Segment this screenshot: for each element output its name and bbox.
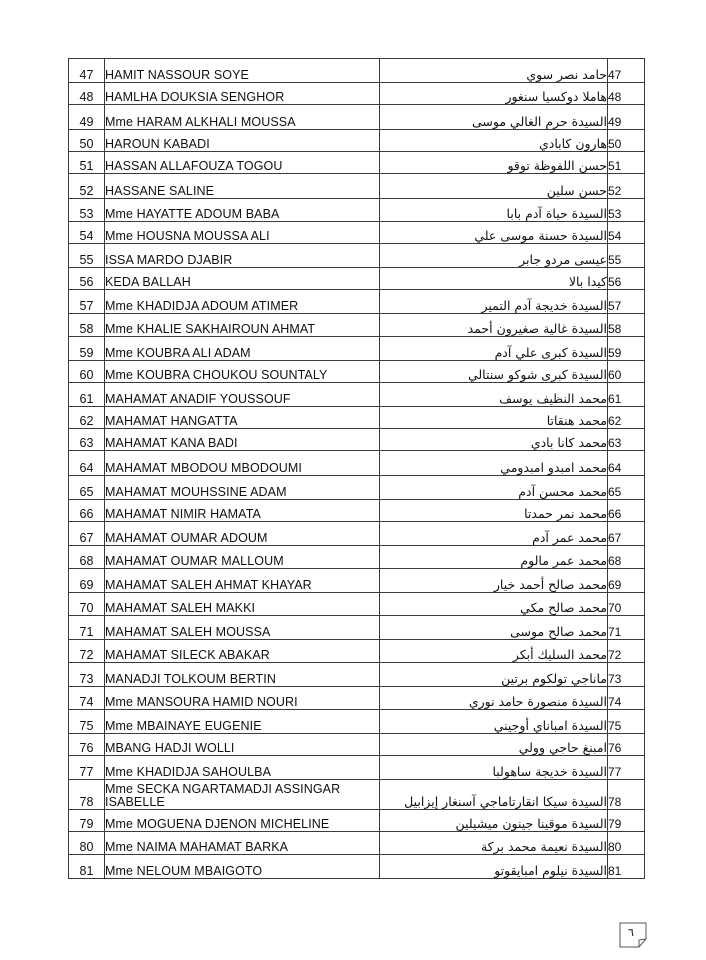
table-row — [69, 810, 645, 832]
names-table-body — [69, 59, 645, 879]
row-number-right: 78 — [608, 780, 645, 810]
name-arabic: محمد صالح مكي — [380, 593, 608, 616]
table-row — [69, 616, 645, 640]
row-number: 66 — [69, 500, 105, 522]
row-number-right: 66 — [608, 500, 645, 522]
name-arabic: هارون كابادي — [380, 130, 608, 152]
table-row — [69, 314, 645, 337]
name-latin: Mme SECKA NGARTAMADJI ASSINGAR ISABELLE — [105, 780, 380, 810]
row-number: 57 — [69, 290, 105, 314]
name-latin: MANADJI TOLKOUM BERTIN — [105, 663, 380, 687]
row-number-right: 58 — [608, 314, 645, 337]
name-arabic: هاملا دوكسيا سنغور — [380, 83, 608, 105]
row-number-right: 49 — [608, 105, 645, 130]
name-arabic: ماناجي تولكوم برتين — [380, 663, 608, 687]
table-row — [69, 640, 645, 663]
table-row — [69, 268, 645, 290]
row-number: 60 — [69, 361, 105, 383]
name-arabic: محمد محسن آدم — [380, 476, 608, 500]
table-row — [69, 222, 645, 244]
row-number: 80 — [69, 832, 105, 855]
name-arabic: حسن اللفوظة توقو — [380, 152, 608, 174]
page-number: ٦ — [628, 927, 634, 939]
row-number: 78 — [69, 780, 105, 810]
name-latin: KEDA BALLAH — [105, 268, 380, 290]
name-arabic: السيدة خديجة آدم التمير — [380, 290, 608, 314]
name-latin: ISSA MARDO DJABIR — [105, 244, 380, 268]
name-arabic: السيدة امباناي أوجيني — [380, 710, 608, 734]
row-number: 77 — [69, 756, 105, 780]
table-row — [69, 780, 645, 810]
row-number-right: 68 — [608, 546, 645, 569]
row-number-right: 80 — [608, 832, 645, 855]
row-number: 71 — [69, 616, 105, 640]
row-number-right: 51 — [608, 152, 645, 174]
table-row — [69, 59, 645, 83]
table-row — [69, 105, 645, 130]
name-latin: MAHAMAT KANA BADI — [105, 429, 380, 451]
name-arabic: السيدة سيكا انقارتاماجي آسنغار إيزابيل — [380, 780, 608, 810]
row-number-right: 71 — [608, 616, 645, 640]
name-latin: Mme MBAINAYE EUGENIE — [105, 710, 380, 734]
row-number: 59 — [69, 337, 105, 361]
table-row — [69, 337, 645, 361]
row-number-right: 54 — [608, 222, 645, 244]
name-arabic: السيدة حياة آدم بابا — [380, 199, 608, 222]
name-arabic: محمد هنقاتا — [380, 407, 608, 429]
row-number-right: 62 — [608, 407, 645, 429]
name-arabic: كيدا بالا — [380, 268, 608, 290]
table-row — [69, 855, 645, 879]
name-arabic: السيدة خديجة ساهولبا — [380, 756, 608, 780]
table-row — [69, 756, 645, 780]
table-row — [69, 199, 645, 222]
row-number: 76 — [69, 734, 105, 756]
name-latin: Mme NAIMA MAHAMAT BARKA — [105, 832, 380, 855]
name-latin: Mme NELOUM MBAIGOTO — [105, 855, 380, 879]
table-row — [69, 522, 645, 546]
row-number: 64 — [69, 451, 105, 476]
row-number: 81 — [69, 855, 105, 879]
row-number-right: 67 — [608, 522, 645, 546]
name-arabic: محمد عمر مالوم — [380, 546, 608, 569]
row-number: 69 — [69, 569, 105, 593]
table-row — [69, 130, 645, 152]
table-row — [69, 361, 645, 383]
row-number: 79 — [69, 810, 105, 832]
name-arabic: محمد السليك أبكر — [380, 640, 608, 663]
name-arabic: السيدة موقينا جينون ميشيلين — [380, 810, 608, 832]
row-number-right: 73 — [608, 663, 645, 687]
row-number: 54 — [69, 222, 105, 244]
name-arabic: السيدة حرم الغالي موسى — [380, 105, 608, 130]
name-arabic: محمد صالح أحمد خيار — [380, 569, 608, 593]
name-latin: HAROUN KABADI — [105, 130, 380, 152]
row-number: 47 — [69, 59, 105, 83]
name-latin: HASSANE SALINE — [105, 174, 380, 199]
row-number-right: 60 — [608, 361, 645, 383]
name-arabic: محمد كانا بادي — [380, 429, 608, 451]
page-number-tab — [619, 922, 651, 950]
table-row — [69, 83, 645, 105]
row-number-right: 75 — [608, 710, 645, 734]
name-arabic: السيدة كبرى علي آدم — [380, 337, 608, 361]
name-latin: MBANG HADJI WOLLI — [105, 734, 380, 756]
name-latin: Mme HOUSNA MOUSSA ALI — [105, 222, 380, 244]
name-arabic: محمد امبدو امبدومي — [380, 451, 608, 476]
row-number: 72 — [69, 640, 105, 663]
row-number-right: 64 — [608, 451, 645, 476]
table-row — [69, 546, 645, 569]
row-number-right: 52 — [608, 174, 645, 199]
row-number-right: 48 — [608, 83, 645, 105]
table-row — [69, 569, 645, 593]
table-row — [69, 290, 645, 314]
row-number-right: 57 — [608, 290, 645, 314]
name-arabic: محمد نمر حمدتا — [380, 500, 608, 522]
table-row — [69, 593, 645, 616]
names-table — [68, 58, 645, 879]
row-number-right: 61 — [608, 383, 645, 407]
row-number-right: 55 — [608, 244, 645, 268]
table-row — [69, 476, 645, 500]
name-latin: MAHAMAT NIMIR HAMATA — [105, 500, 380, 522]
name-latin: HAMLHA DOUKSIA SENGHOR — [105, 83, 380, 105]
name-latin: Mme KOUBRA CHOUKOU SOUNTALY — [105, 361, 380, 383]
row-number-right: 65 — [608, 476, 645, 500]
row-number: 61 — [69, 383, 105, 407]
name-latin: MAHAMAT SALEH MAKKI — [105, 593, 380, 616]
name-arabic: حامد نصر سوي — [380, 59, 608, 83]
row-number-right: 50 — [608, 130, 645, 152]
row-number: 56 — [69, 268, 105, 290]
name-latin: Mme KHADIDJA ADOUM ATIMER — [105, 290, 380, 314]
table-row — [69, 244, 645, 268]
row-number: 53 — [69, 199, 105, 222]
row-number: 50 — [69, 130, 105, 152]
name-latin: Mme KHADIDJA SAHOULBA — [105, 756, 380, 780]
table-row — [69, 500, 645, 522]
name-latin: Mme KOUBRA ALI ADAM — [105, 337, 380, 361]
name-latin: Mme HAYATTE ADOUM BABA — [105, 199, 380, 222]
name-latin: MAHAMAT ANADIF YOUSSOUF — [105, 383, 380, 407]
row-number-right: 76 — [608, 734, 645, 756]
row-number: 63 — [69, 429, 105, 451]
row-number: 73 — [69, 663, 105, 687]
row-number: 74 — [69, 687, 105, 710]
name-latin: MAHAMAT OUMAR ADOUM — [105, 522, 380, 546]
row-number-right: 59 — [608, 337, 645, 361]
name-latin: MAHAMAT SALEH AHMAT KHAYAR — [105, 569, 380, 593]
table-row — [69, 663, 645, 687]
name-arabic: السيدة نعيمة محمد بركة — [380, 832, 608, 855]
row-number: 51 — [69, 152, 105, 174]
row-number: 75 — [69, 710, 105, 734]
row-number-right: 56 — [608, 268, 645, 290]
name-latin: Mme KHALIE SAKHAIROUN AHMAT — [105, 314, 380, 337]
name-latin: MAHAMAT HANGATTA — [105, 407, 380, 429]
row-number-right: 81 — [608, 855, 645, 879]
row-number: 67 — [69, 522, 105, 546]
table-row — [69, 174, 645, 199]
table-row — [69, 383, 645, 407]
name-arabic: امبنغ حاجي وولي — [380, 734, 608, 756]
table-row — [69, 734, 645, 756]
row-number-right: 69 — [608, 569, 645, 593]
row-number-right: 70 — [608, 593, 645, 616]
table-row — [69, 451, 645, 476]
row-number: 62 — [69, 407, 105, 429]
row-number: 52 — [69, 174, 105, 199]
name-latin: Mme MANSOURA HAMID NOURI — [105, 687, 380, 710]
row-number: 68 — [69, 546, 105, 569]
name-latin: MAHAMAT SILECK ABAKAR — [105, 640, 380, 663]
name-arabic: السيدة كبرى شوكو سنتالي — [380, 361, 608, 383]
table-row — [69, 407, 645, 429]
name-arabic: محمد صالح موسى — [380, 616, 608, 640]
name-arabic: عيسى مردو جابر — [380, 244, 608, 268]
row-number: 58 — [69, 314, 105, 337]
name-latin: MAHAMAT MOUHSSINE ADAM — [105, 476, 380, 500]
name-latin: MAHAMAT SALEH MOUSSA — [105, 616, 380, 640]
name-arabic: السيدة نيلوم امبايقوتو — [380, 855, 608, 879]
row-number: 70 — [69, 593, 105, 616]
name-arabic: السيدة حسنة موسى علي — [380, 222, 608, 244]
row-number-right: 72 — [608, 640, 645, 663]
row-number: 55 — [69, 244, 105, 268]
name-arabic: السيدة غالية صغيرون أحمد — [380, 314, 608, 337]
row-number-right: 63 — [608, 429, 645, 451]
row-number: 48 — [69, 83, 105, 105]
name-arabic: حسن سلين — [380, 174, 608, 199]
table-row — [69, 832, 645, 855]
name-arabic: السيدة منصورة حامد نوري — [380, 687, 608, 710]
name-latin: MAHAMAT MBODOU MBODOUMI — [105, 451, 380, 476]
row-number-right: 77 — [608, 756, 645, 780]
row-number-right: 79 — [608, 810, 645, 832]
table-row — [69, 429, 645, 451]
row-number: 49 — [69, 105, 105, 130]
row-number-right: 47 — [608, 59, 645, 83]
name-latin: MAHAMAT OUMAR MALLOUM — [105, 546, 380, 569]
row-number: 65 — [69, 476, 105, 500]
row-number-right: 53 — [608, 199, 645, 222]
row-number-right: 74 — [608, 687, 645, 710]
table-row — [69, 152, 645, 174]
name-latin: Mme MOGUENA DJENON MICHELINE — [105, 810, 380, 832]
table-row — [69, 710, 645, 734]
name-arabic: محمد عمر آدم — [380, 522, 608, 546]
name-latin: HASSAN ALLAFOUZA TOGOU — [105, 152, 380, 174]
name-arabic: محمد النظيف يوسف — [380, 383, 608, 407]
name-latin: Mme HARAM ALKHALI MOUSSA — [105, 105, 380, 130]
table-row — [69, 687, 645, 710]
name-latin: HAMIT NASSOUR SOYE — [105, 59, 380, 83]
